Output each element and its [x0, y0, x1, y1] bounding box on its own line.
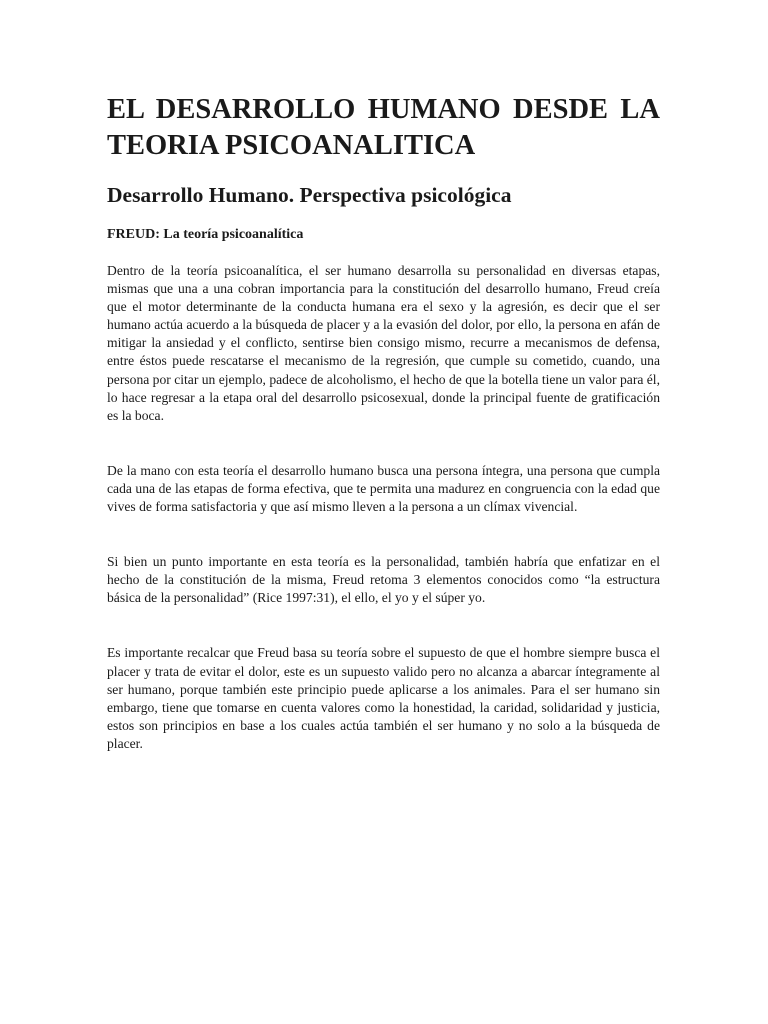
document-page — [107, 92, 660, 753]
paragraph-2: De la mano con esta teoría el desarrollo humano busca una persona íntegra, una persona que cumpla cada una de las etapas de forma efectiva, que te permita una madurez en congruencia con la edad que vives de forma satisfactoria y que así mismo lleven a la persona a un clímax vivencial. — [107, 462, 660, 515]
paragraph-4: Es importante recalcar que Freud basa su teoría sobre el supuesto de que el hombre siempre busca el placer y trata de evitar el dolor, este es un supuesto valido pero no alcanza a abarcar íntegramente al ser humano, porque también este principio puede aplicarse a los animales. Para el ser humano sin embargo, tiene que tomarse en cuenta valores como la honestidad, la caridad, solidaridad y justicia, estos son principios en base a los cuales actúa también el ser humano y no solo a la búsqueda de placer. — [107, 645, 660, 751]
section-heading: FREUD: La teoría psicoanalítica — [107, 227, 304, 242]
document-subtitle: Desarrollo Humano. Perspectiva psicológica — [107, 183, 512, 207]
document-title: EL DESARROLLO HUMANO DESDE LA TEORIA PSICOANALITICA — [107, 94, 660, 161]
paragraph-3: Si bien un punto importante en esta teoría es la personalidad, también habría que enfatizar en el hecho de la constitución de la misma, Freud retoma 3 elementos conocidos como “la estructura básica de la personalidad” (Rice 1997:31), el ello, el yo y el súper yo. — [107, 554, 660, 606]
paragraph-1: Dentro de la teoría psicoanalítica, el ser humano desarrolla su personalidad en diversas etapas, mismas que una a una cobran importancia para la constitución del desarrollo humano, Freud creía que el motor determinante de la conducta humana era el sexo y la agresión, es decir que el ser humano actúa acuerdo a la búsqueda de placer y a la evasión del dolor, por ello, la persona en afán de mitigar la ansiedad y el conflicto, sentirse bien consigo mismo, recurre a mecanismos de defensa, entre éstos puede rescatarse el mecanismo de la regresión, que cumple su cometido, cuando, una persona por citar un ejemplo, padece de alcoholismo, el hecho de que la botella tiene un valor para él, lo hace regresar a la etapa oral del desarrollo psicosexual, donde la principal fuente de gratificación es la boca. — [107, 263, 660, 423]
